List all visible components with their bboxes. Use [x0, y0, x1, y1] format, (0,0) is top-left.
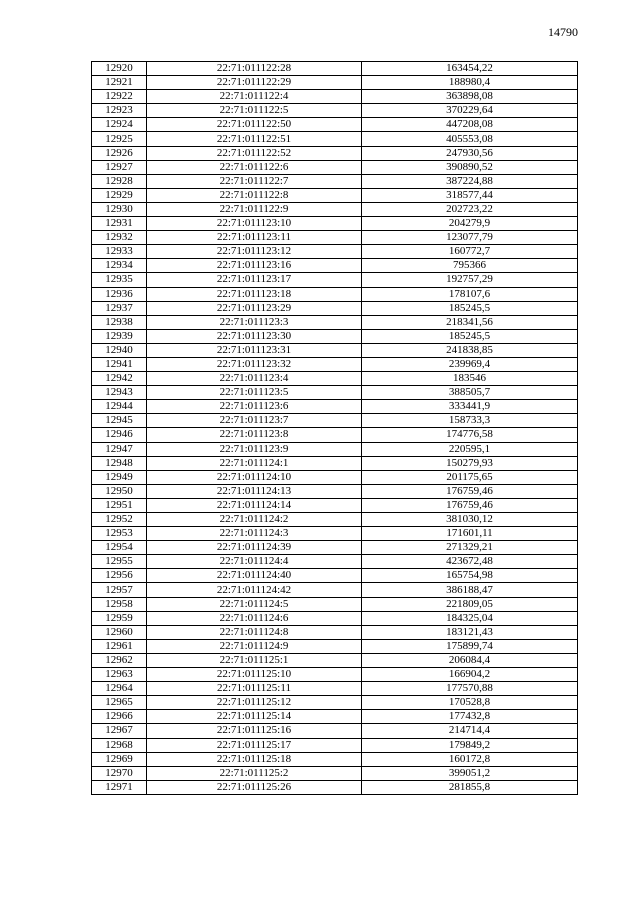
cadastral-number-cell: 22:71:011125:10 — [147, 668, 362, 682]
cadastral-number-cell: 22:71:011123:29 — [147, 301, 362, 315]
table-row — [92, 386, 578, 400]
cadastral-value-table — [91, 61, 578, 795]
table-row — [92, 132, 578, 146]
row-number-cell: 12924 — [92, 118, 147, 132]
value-cell: 179849,2 — [362, 738, 578, 752]
table-row — [92, 682, 578, 696]
value-cell: 218341,56 — [362, 315, 578, 329]
cadastral-number-cell: 22:71:011123:18 — [147, 287, 362, 301]
cadastral-number-cell: 22:71:011125:14 — [147, 710, 362, 724]
row-number-cell: 12921 — [92, 76, 147, 90]
value-cell: 177570,88 — [362, 682, 578, 696]
cadastral-number-cell: 22:71:011122:29 — [147, 76, 362, 90]
value-cell: 221809,05 — [362, 597, 578, 611]
table-row — [92, 202, 578, 216]
cadastral-number-cell: 22:71:011124:9 — [147, 639, 362, 653]
row-number-cell: 12923 — [92, 104, 147, 118]
cadastral-number-cell: 22:71:011123:7 — [147, 414, 362, 428]
table-row — [92, 597, 578, 611]
table-row — [92, 456, 578, 470]
row-number-cell: 12952 — [92, 513, 147, 527]
value-cell: 423672,48 — [362, 555, 578, 569]
cadastral-number-cell: 22:71:011124:2 — [147, 513, 362, 527]
table-row — [92, 273, 578, 287]
cadastral-number-cell: 22:71:011124:14 — [147, 498, 362, 512]
cadastral-number-cell: 22:71:011123:12 — [147, 245, 362, 259]
row-number-cell: 12965 — [92, 696, 147, 710]
table-row — [92, 766, 578, 780]
row-number-cell: 12970 — [92, 766, 147, 780]
row-number-cell: 12966 — [92, 710, 147, 724]
row-number-cell: 12932 — [92, 231, 147, 245]
value-cell: 220595,1 — [362, 442, 578, 456]
row-number-cell: 12938 — [92, 315, 147, 329]
row-number-cell: 12934 — [92, 259, 147, 273]
value-cell: 271329,21 — [362, 541, 578, 555]
value-cell: 177432,8 — [362, 710, 578, 724]
row-number-cell: 12958 — [92, 597, 147, 611]
cadastral-number-cell: 22:71:011125:2 — [147, 766, 362, 780]
row-number-cell: 12956 — [92, 569, 147, 583]
value-cell: 399051,2 — [362, 766, 578, 780]
cadastral-number-cell: 22:71:011123:32 — [147, 357, 362, 371]
cadastral-number-cell: 22:71:011124:42 — [147, 583, 362, 597]
table-row — [92, 428, 578, 442]
table-row — [92, 329, 578, 343]
row-number-cell: 12920 — [92, 62, 147, 76]
table-row — [92, 541, 578, 555]
table-row — [92, 118, 578, 132]
row-number-cell: 12942 — [92, 372, 147, 386]
row-number-cell: 12939 — [92, 329, 147, 343]
table-row — [92, 287, 578, 301]
table-row — [92, 555, 578, 569]
cadastral-number-cell: 22:71:011122:5 — [147, 104, 362, 118]
value-cell: 176759,46 — [362, 498, 578, 512]
table-row — [92, 668, 578, 682]
row-number-cell: 12967 — [92, 724, 147, 738]
cadastral-number-cell: 22:71:011125:26 — [147, 780, 362, 794]
cadastral-number-cell: 22:71:011123:30 — [147, 329, 362, 343]
cadastral-number-cell: 22:71:011123:6 — [147, 400, 362, 414]
value-cell: 239969,4 — [362, 357, 578, 371]
value-cell: 163454,22 — [362, 62, 578, 76]
table-row — [92, 470, 578, 484]
row-number-cell: 12935 — [92, 273, 147, 287]
value-cell: 160772,7 — [362, 245, 578, 259]
cadastral-number-cell: 22:71:011122:52 — [147, 146, 362, 160]
cadastral-number-cell: 22:71:011124:1 — [147, 456, 362, 470]
value-cell: 241838,85 — [362, 343, 578, 357]
table-row — [92, 231, 578, 245]
cadastral-number-cell: 22:71:011125:17 — [147, 738, 362, 752]
row-number-cell: 12963 — [92, 668, 147, 682]
table-row — [92, 160, 578, 174]
cadastral-number-cell: 22:71:011124:4 — [147, 555, 362, 569]
value-cell: 206084,4 — [362, 653, 578, 667]
value-cell: 363898,08 — [362, 90, 578, 104]
value-cell: 247930,56 — [362, 146, 578, 160]
row-number-cell: 12957 — [92, 583, 147, 597]
value-cell: 202723,22 — [362, 202, 578, 216]
value-cell: 381030,12 — [362, 513, 578, 527]
value-cell: 387224,88 — [362, 174, 578, 188]
cadastral-number-cell: 22:71:011122:51 — [147, 132, 362, 146]
cadastral-number-cell: 22:71:011122:6 — [147, 160, 362, 174]
table-row — [92, 188, 578, 202]
table-row — [92, 62, 578, 76]
table-row — [92, 90, 578, 104]
cadastral-number-cell: 22:71:011123:8 — [147, 428, 362, 442]
table-row — [92, 738, 578, 752]
cadastral-number-cell: 22:71:011125:1 — [147, 653, 362, 667]
value-cell: 318577,44 — [362, 188, 578, 202]
row-number-cell: 12971 — [92, 780, 147, 794]
row-number-cell: 12947 — [92, 442, 147, 456]
value-cell: 333441,9 — [362, 400, 578, 414]
row-number-cell: 12936 — [92, 287, 147, 301]
value-cell: 201175,65 — [362, 470, 578, 484]
cadastral-number-cell: 22:71:011123:17 — [147, 273, 362, 287]
cadastral-number-cell: 22:71:011123:31 — [147, 343, 362, 357]
value-cell: 174776,58 — [362, 428, 578, 442]
row-number-cell: 12930 — [92, 202, 147, 216]
row-number-cell: 12950 — [92, 484, 147, 498]
cadastral-number-cell: 22:71:011122:28 — [147, 62, 362, 76]
value-cell: 405553,08 — [362, 132, 578, 146]
table-row — [92, 752, 578, 766]
cadastral-number-cell: 22:71:011125:16 — [147, 724, 362, 738]
table-row — [92, 569, 578, 583]
cadastral-number-cell: 22:71:011124:13 — [147, 484, 362, 498]
row-number-cell: 12946 — [92, 428, 147, 442]
table-row — [92, 583, 578, 597]
row-number-cell: 12943 — [92, 386, 147, 400]
table-body — [92, 62, 578, 795]
table-row — [92, 245, 578, 259]
value-cell: 158733,3 — [362, 414, 578, 428]
table-row — [92, 780, 578, 794]
row-number-cell: 12922 — [92, 90, 147, 104]
table-row — [92, 442, 578, 456]
row-number-cell: 12944 — [92, 400, 147, 414]
table-row — [92, 104, 578, 118]
cadastral-number-cell: 22:71:011124:40 — [147, 569, 362, 583]
value-cell: 183121,43 — [362, 625, 578, 639]
table-row — [92, 710, 578, 724]
value-cell: 370229,64 — [362, 104, 578, 118]
value-cell: 175899,74 — [362, 639, 578, 653]
cadastral-number-cell: 22:71:011124:8 — [147, 625, 362, 639]
table-row — [92, 484, 578, 498]
value-cell: 183546 — [362, 372, 578, 386]
table-row — [92, 259, 578, 273]
table-row — [92, 513, 578, 527]
value-cell: 388505,7 — [362, 386, 578, 400]
cadastral-number-cell: 22:71:011123:9 — [147, 442, 362, 456]
row-number-cell: 12928 — [92, 174, 147, 188]
value-cell: 185245,5 — [362, 329, 578, 343]
value-cell: 185245,5 — [362, 301, 578, 315]
row-number-cell: 12937 — [92, 301, 147, 315]
row-number-cell: 12951 — [92, 498, 147, 512]
row-number-cell: 12960 — [92, 625, 147, 639]
value-cell: 160172,8 — [362, 752, 578, 766]
row-number-cell: 12926 — [92, 146, 147, 160]
row-number-cell: 12941 — [92, 357, 147, 371]
row-number-cell: 12948 — [92, 456, 147, 470]
row-number-cell: 12962 — [92, 653, 147, 667]
value-cell: 204279,9 — [362, 217, 578, 231]
cadastral-number-cell: 22:71:011123:3 — [147, 315, 362, 329]
cadastral-number-cell: 22:71:011123:5 — [147, 386, 362, 400]
table-row — [92, 653, 578, 667]
row-number-cell: 12954 — [92, 541, 147, 555]
value-cell: 150279,93 — [362, 456, 578, 470]
cadastral-number-cell: 22:71:011122:4 — [147, 90, 362, 104]
value-cell: 386188,47 — [362, 583, 578, 597]
table-row — [92, 315, 578, 329]
value-cell: 178107,6 — [362, 287, 578, 301]
row-number-cell: 12931 — [92, 217, 147, 231]
value-cell: 281855,8 — [362, 780, 578, 794]
table-row — [92, 76, 578, 90]
table-row — [92, 696, 578, 710]
value-cell: 166904,2 — [362, 668, 578, 682]
table-row — [92, 639, 578, 653]
row-number-cell: 12929 — [92, 188, 147, 202]
value-cell: 165754,98 — [362, 569, 578, 583]
value-cell: 192757,29 — [362, 273, 578, 287]
cadastral-number-cell: 22:71:011124:6 — [147, 611, 362, 625]
cadastral-number-cell: 22:71:011124:39 — [147, 541, 362, 555]
table-row — [92, 357, 578, 371]
row-number-cell: 12969 — [92, 752, 147, 766]
cadastral-number-cell: 22:71:011123:10 — [147, 217, 362, 231]
value-cell: 184325,04 — [362, 611, 578, 625]
table-row — [92, 611, 578, 625]
cadastral-number-cell: 22:71:011122:50 — [147, 118, 362, 132]
table-row — [92, 343, 578, 357]
value-cell: 214714,4 — [362, 724, 578, 738]
cadastral-number-cell: 22:71:011123:11 — [147, 231, 362, 245]
row-number-cell: 12933 — [92, 245, 147, 259]
table-row — [92, 372, 578, 386]
row-number-cell: 12940 — [92, 343, 147, 357]
row-number-cell: 12964 — [92, 682, 147, 696]
table-row — [92, 527, 578, 541]
cadastral-number-cell: 22:71:011122:7 — [147, 174, 362, 188]
table-row — [92, 146, 578, 160]
row-number-cell: 12949 — [92, 470, 147, 484]
table-row — [92, 625, 578, 639]
cadastral-number-cell: 22:71:011125:12 — [147, 696, 362, 710]
table-row — [92, 400, 578, 414]
table-row — [92, 301, 578, 315]
row-number-cell: 12945 — [92, 414, 147, 428]
value-cell: 176759,46 — [362, 484, 578, 498]
value-cell: 795366 — [362, 259, 578, 273]
cadastral-number-cell: 22:71:011122:9 — [147, 202, 362, 216]
value-cell: 447208,08 — [362, 118, 578, 132]
row-number-cell: 12959 — [92, 611, 147, 625]
table-row — [92, 724, 578, 738]
row-number-cell: 12927 — [92, 160, 147, 174]
page-number: 14790 — [548, 25, 578, 39]
cadastral-number-cell: 22:71:011123:16 — [147, 259, 362, 273]
cadastral-number-cell: 22:71:011125:11 — [147, 682, 362, 696]
cadastral-number-cell: 22:71:011124:10 — [147, 470, 362, 484]
cadastral-number-cell: 22:71:011122:8 — [147, 188, 362, 202]
table-row — [92, 414, 578, 428]
row-number-cell: 12925 — [92, 132, 147, 146]
table-row — [92, 217, 578, 231]
cadastral-number-cell: 22:71:011123:4 — [147, 372, 362, 386]
value-cell: 123077,79 — [362, 231, 578, 245]
cadastral-number-cell: 22:71:011124:5 — [147, 597, 362, 611]
row-number-cell: 12955 — [92, 555, 147, 569]
value-cell: 390890,52 — [362, 160, 578, 174]
cadastral-number-cell: 22:71:011124:3 — [147, 527, 362, 541]
value-cell: 170528,8 — [362, 696, 578, 710]
cadastral-number-cell: 22:71:011125:18 — [147, 752, 362, 766]
table-row — [92, 174, 578, 188]
table-row — [92, 498, 578, 512]
row-number-cell: 12968 — [92, 738, 147, 752]
row-number-cell: 12953 — [92, 527, 147, 541]
row-number-cell: 12961 — [92, 639, 147, 653]
value-cell: 171601,11 — [362, 527, 578, 541]
value-cell: 188980,4 — [362, 76, 578, 90]
